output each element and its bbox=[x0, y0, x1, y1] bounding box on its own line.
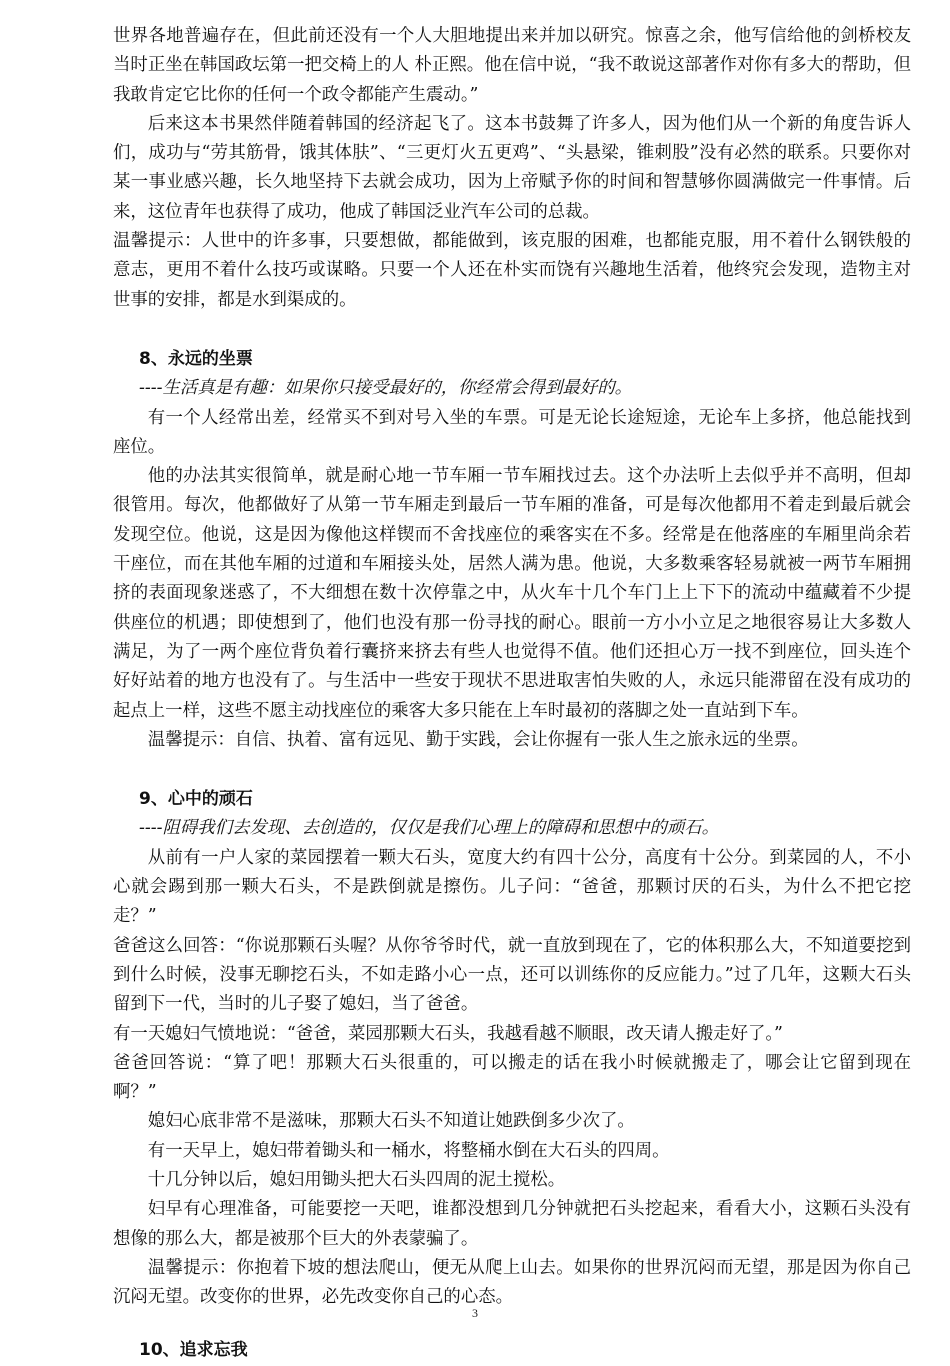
page-number: 3 bbox=[472, 1306, 478, 1320]
section-9-paragraph: 爸爸这么回答：“你说那颗石头喔？从你爷爷时代，就一直放到现在了，它的体积那么大，不知道要挖到到什么时候，没事无聊挖石头，不如走路小心一点，还可以训练你的反应能力。”过了几年，这颗大石头留到下一代，当时的儿子娶了媳妇，当了爸爸。 bbox=[113, 935, 911, 1015]
section-9-paragraph: 媳妇心底非常不是滋味，那颗大石头不知道让她跌倒多少次了。 bbox=[147, 1111, 635, 1132]
section-9-tip: 温馨提示：你抱着下坡的想法爬山，便无从爬上山去。如果你的世界沉闷而无望，那是因为你自己沉闷无望。改变你的世界，必先改变你自己的心态。 bbox=[113, 1257, 911, 1308]
intro-tip: 温馨提示：人世中的许多事，只要想做，都能做到，该克服的困难，也都能克服，用不着什么钢铁般的意志，更用不着什么技巧或谋略。只要一个人还在朴实而饶有兴趣地生活着，他终究会发现，造物主对世事的安排，都是水到渠成的。 bbox=[113, 231, 911, 310]
section-9-heading: 9、心中的顽石 bbox=[139, 789, 253, 810]
section-8-paragraph: 有一个人经常出差，经常买不到对号入坐的车票。可是无论长途短途，无论车上多挤，他总能找到座位。 bbox=[113, 407, 911, 457]
section-8-quote: ----生活真是有趣：如果你只接受最好的，你经常会得到最好的。 bbox=[139, 378, 633, 399]
section-8-heading: 8、永远的坐票 bbox=[139, 348, 253, 369]
section-8-tip: 温馨提示：自信、执着、富有远见、勤于实践，会让你握有一张人生之旅永远的坐票。 bbox=[147, 729, 809, 750]
section-10-heading: 10、追求忘我 bbox=[139, 1340, 248, 1361]
intro-paragraph-2: 后来这本书果然伴随着韩国的经济起飞了。这本书鼓舞了许多人，因为他们从一个新的角度告诉人们，成功与“劳其筋骨，饿其体肤”、“三更灯火五更鸡”、“头悬梁，锥刺股”没有必然的联系。只要你对某一事业感兴趣，长久地坚持下去就会成功，因为上帝赋予你的时间和智慧够你圆满做完一件事情。后来，这位青年也获得了成功，他成了韩国泛业汽车公司的总裁。 bbox=[113, 113, 911, 222]
section-8-paragraph: 他的办法其实很简单，就是耐心地一节车厢一节车厢找过去。这个办法听上去似乎并不高明，但却很管用。每次，他都做好了从第一节车厢走到最后一节车厢的准备，可是每次他都用不着走到最后就会发现空位。他说，这是因为像他这样锲而不舍找座位的乘客实在不多。经常是在他落座的车厢里尚余若干座位，而在其他车厢的过道和车厢接头处，居然人满为患。他说，大多数乘客轻易就被一两节车厢拥挤的表面现象迷惑了，不大细想在数十次停靠之中，从火车十几个车门上上下下的流动中蕴藏着不少提供座位的机遇；即使想到了，他们也没有那一份寻找的耐心。眼前一方小小立足之地很容易让大多数人满足，为了一两个座位背负着行囊挤来挤去有些人也觉得不值。他们还担心万一找不到座位，回头连个好好站着的地方也没有了。与生活中一些安于现状不思进取害怕失败的人，永远只能滞留在没有成功的起点上一样，这些不愿主动找座位的乘客大多只能在上车时最初的落脚之处一直站到下车。 bbox=[113, 466, 911, 721]
section-9-paragraph: 妇早有心理准备，可能要挖一天吧，谁都没想到几分钟就把石头挖起来，看看大小，这颗石头没有想像的那么大，都是被那个巨大的外表蒙骗了。 bbox=[113, 1199, 911, 1249]
section-9-paragraph: 十几分钟以后，媳妇用锄头把大石头四周的泥土搅松。 bbox=[147, 1169, 566, 1190]
section-9-paragraph: 有一天早上，媳妇带着锄头和一桶水，将整桶水倒在大石头的四周。 bbox=[147, 1140, 670, 1161]
section-9-paragraph: 从前有一户人家的菜园摆着一颗大石头，宽度大约有四十公分，高度有十公分。到菜园的人，不小心就会踢到那一颗大石头，不是跌倒就是擦伤。儿子问：“爸爸，那颗讨厌的石头，为什么不把它挖走？” bbox=[113, 847, 911, 927]
section-9-paragraph: 爸爸回答说：“算了吧！那颗大石头很重的，可以搬走的话在我小时候就搬走了，哪会让它留到现在啊？” bbox=[113, 1052, 911, 1103]
section-9-quote: ----阻碍我们去发现、去创造的，仅仅是我们心理上的障碍和思想中的顽石。 bbox=[139, 818, 720, 839]
section-9-paragraph: 有一天媳妇气愤地说：“爸爸，菜园那颗大石头，我越看越不顺眼，改天请人搬走好了。” bbox=[113, 1023, 783, 1044]
intro-paragraph-1: 世界各地普遍存在，但此前还没有一个人大胆地提出来并加以研究。惊喜之余，他写信给他的剑桥校友 当时正坐在韩国政坛第一把交椅上的人 朴正熙。他在信中说，“我不敢说这部著作对你有多大的帮助，但我敢肯定它比你的任何一个政令都能产生震动。” bbox=[113, 26, 911, 105]
document-page bbox=[113, 22, 911, 1366]
